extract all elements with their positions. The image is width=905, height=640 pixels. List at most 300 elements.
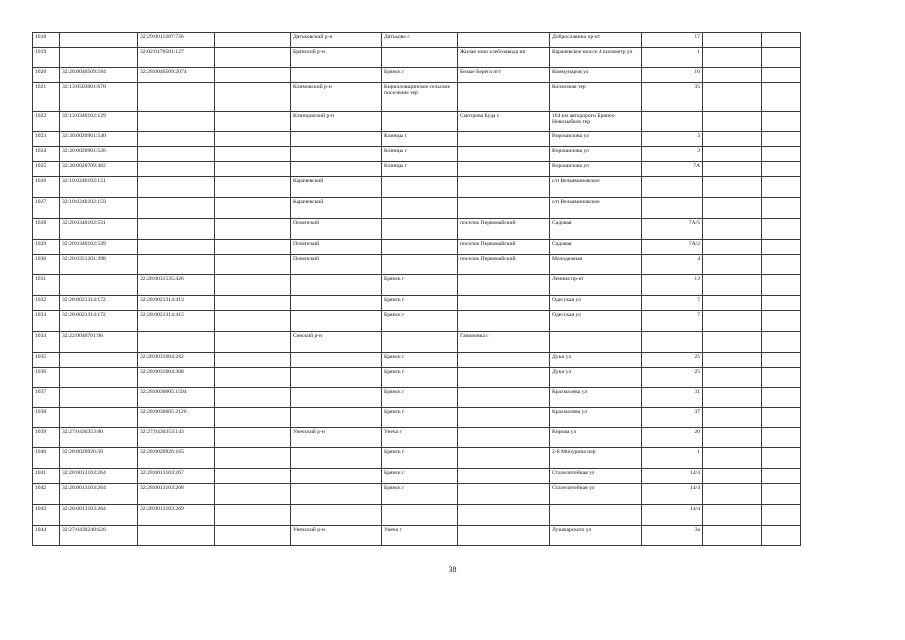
street-cell: Ленина пр-кт [550,275,642,296]
locality-cell: Гапоновка с [458,332,550,353]
locality-cell [458,448,550,469]
cadastral-number-object-cell [138,162,215,177]
street-cell: Луначарского ул [550,526,642,546]
street-cell: Сталелитейная ул [550,469,642,484]
settlement-cell: Дятьково г [382,33,458,48]
house-number-cell: 7А/5 [642,219,703,240]
cadastral-number-parcel-cell: 32:22:0040701:96 [60,332,138,353]
column-10-cell [703,147,762,162]
table-row [33,428,801,448]
table-row [33,33,801,48]
column-4-cell [215,484,291,505]
table-row [33,177,801,198]
house-number-cell [642,332,703,353]
table-row [33,255,801,275]
cadastral-number-parcel-cell [60,275,138,296]
cadastral-number-object-cell: 32:28:0013103:269 [138,505,215,526]
column-4-cell [215,33,291,48]
district-cell: Карачевский [291,198,382,219]
street-cell: Садовая [550,240,642,255]
district-cell [291,368,382,388]
table-row [33,219,801,240]
settlement-cell: Унеча г [382,428,458,448]
house-number-cell: 14/4 [642,469,703,484]
row-number-cell: 1039 [33,428,60,448]
column-11-cell [762,48,801,68]
column-4-cell [215,448,291,469]
column-11-cell [762,240,801,255]
street-cell: Коммунаров ул [550,68,642,83]
table-row [33,240,801,255]
street-cell: 164 км автодороги Брянск-Новозыбков тер [550,112,642,132]
table-row [33,275,801,296]
district-cell: Клинцовский р-н [291,112,382,132]
cadastral-number-parcel-cell [60,353,138,368]
table-row [33,83,801,112]
column-4-cell [215,275,291,296]
settlement-cell [382,198,458,219]
cadastral-number-parcel-cell: 32:30:0020709:482 [60,162,138,177]
settlement-cell: Унеча г [382,526,458,546]
district-cell: Севский р-н [291,332,382,353]
column-4-cell [215,132,291,147]
table-row [33,484,801,505]
row-number-cell: 1036 [33,368,60,388]
cadastral-number-object-cell: 32:28:0040509:2074 [138,68,215,83]
row-number-cell: 1035 [33,353,60,368]
cadastral-number-parcel-cell: 32:30:0020901:540 [60,132,138,147]
settlement-cell: Клинцы г [382,162,458,177]
column-10-cell [703,162,762,177]
row-number-cell: 1025 [33,162,60,177]
locality-cell: Смотрова Буда с [458,112,550,132]
settlement-cell: Брянск г [382,68,458,83]
column-11-cell [762,353,801,368]
column-4-cell [215,505,291,526]
street-cell: Ворошилова ул [550,132,642,147]
column-11-cell [762,428,801,448]
cadastral-number-parcel-cell: 32:28:0013103:264 [60,469,138,484]
column-11-cell [762,83,801,112]
row-number-cell: 1024 [33,147,60,162]
row-number-cell: 1028 [33,219,60,240]
street-cell: Карачевское шоссе 4 километр ул [550,48,642,68]
street-cell: Ворошилова ул [550,147,642,162]
column-11-cell [762,219,801,240]
street-cell: Колхозная тер [550,83,642,112]
house-number-cell: 14/4 [642,505,703,526]
house-number-cell: 25 [642,368,703,388]
cadastral-number-object-cell [138,332,215,353]
column-10-cell [703,255,762,275]
column-11-cell [762,147,801,162]
locality-cell [458,368,550,388]
settlement-cell: Брянск г [382,296,458,311]
registry-table [32,32,801,546]
street-cell: Крахмалева ул [550,408,642,428]
column-4-cell [215,428,291,448]
house-number-cell [642,112,703,132]
house-number-cell: 3 [642,132,703,147]
column-11-cell [762,526,801,546]
column-4-cell [215,83,291,112]
district-cell: Почепский [291,219,382,240]
column-4-cell [215,388,291,408]
district-cell [291,162,382,177]
house-number-cell: 37 [642,408,703,428]
row-number-cell: 1029 [33,240,60,255]
settlement-cell: Брянск г [382,275,458,296]
cadastral-number-parcel-cell: 32:13:0340102:129 [60,112,138,132]
column-10-cell [703,388,762,408]
district-cell [291,296,382,311]
cadastral-number-object-cell: 32:02:0170501:127 [138,48,215,68]
row-number-cell: 1019 [33,48,60,68]
cadastral-number-parcel-cell [60,33,138,48]
locality-cell [458,526,550,546]
district-cell [291,132,382,147]
column-4-cell [215,311,291,332]
settlement-cell: Брянск г [382,469,458,484]
column-10-cell [703,408,762,428]
row-number-cell: 1033 [33,311,60,332]
district-cell: Карачевский [291,177,382,198]
column-10-cell [703,132,762,147]
locality-cell: поселок Первомайский [458,219,550,240]
district-cell [291,388,382,408]
settlement-cell: Брянск г [382,408,458,428]
house-number-cell: 1 [642,448,703,469]
cadastral-number-parcel-cell: 32:27:0430353:80 [60,428,138,448]
cadastral-number-object-cell [138,147,215,162]
table-row [33,162,801,177]
row-number-cell: 1026 [33,177,60,198]
column-4-cell [215,368,291,388]
row-number-cell: 1031 [33,275,60,296]
street-cell: Доброславина пр-кт [550,33,642,48]
district-cell [291,68,382,83]
column-10-cell [703,448,762,469]
column-11-cell [762,448,801,469]
house-number-cell: 7А [642,162,703,177]
column-11-cell [762,368,801,388]
column-11-cell [762,255,801,275]
column-11-cell [762,332,801,353]
table-row [33,332,801,353]
settlement-cell [382,255,458,275]
column-11-cell [762,469,801,484]
table-row [33,368,801,388]
row-number-cell: 1044 [33,526,60,546]
table-row [33,112,801,132]
column-4-cell [215,147,291,162]
settlement-cell: Брянск г [382,353,458,368]
district-cell [291,408,382,428]
district-cell [291,311,382,332]
column-4-cell [215,526,291,546]
column-10-cell [703,353,762,368]
locality-cell [458,132,550,147]
column-11-cell [762,132,801,147]
district-cell: Унечский р-н [291,428,382,448]
settlement-cell [382,177,458,198]
column-11-cell [762,505,801,526]
district-cell: Дятьковский р-н [291,33,382,48]
row-number-cell: 1020 [33,68,60,83]
column-10-cell [703,296,762,311]
street-cell: Сталелитейная ул [550,484,642,505]
cadastral-number-object-cell [138,198,215,219]
row-number-cell: 1021 [33,83,60,112]
cadastral-number-parcel-cell: 32:10:0240102:159 [60,198,138,219]
district-cell [291,147,382,162]
cadastral-number-object-cell: 32:28:0030605:1594 [138,388,215,408]
locality-cell [458,296,550,311]
cadastral-number-parcel-cell: 32:30:0020901:526 [60,147,138,162]
table-body [33,33,801,546]
settlement-cell: Брянск г [382,368,458,388]
column-11-cell [762,311,801,332]
house-number-cell: 7А/2 [642,240,703,255]
settlement-cell: Брянск г [382,448,458,469]
cadastral-number-object-cell: 32:28:0021314:413 [138,296,215,311]
locality-cell [458,353,550,368]
column-10-cell [703,505,762,526]
locality-cell [458,147,550,162]
cadastral-number-object-cell [138,83,215,112]
cadastral-number-parcel-cell: 32:28:0021314:172 [60,296,138,311]
cadastral-number-object-cell: 32:28:0031604:282 [138,353,215,368]
house-number-cell: 4 [642,255,703,275]
district-cell [291,469,382,484]
district-cell [291,448,382,469]
district-cell [291,484,382,505]
house-number-cell [642,177,703,198]
table-row [33,408,801,428]
locality-cell [458,388,550,408]
settlement-cell [382,332,458,353]
district-cell [291,275,382,296]
column-10-cell [703,484,762,505]
locality-cell [458,275,550,296]
column-10-cell [703,83,762,112]
table-row [33,296,801,311]
locality-cell [458,33,550,48]
page-number: 38 [448,565,457,574]
cadastral-number-object-cell: 32:27:0430353:143 [138,428,215,448]
cadastral-number-parcel-cell: 32:10:0240102:151 [60,177,138,198]
column-11-cell [762,275,801,296]
column-4-cell [215,48,291,68]
column-10-cell [703,275,762,296]
locality-cell: Жилая зона хлебозавода нп [458,48,550,68]
settlement-cell: Клинцы г [382,132,458,147]
house-number-cell: 17 [642,33,703,48]
street-cell: Кирова ул [550,428,642,448]
row-number-cell: 1037 [33,388,60,408]
row-number-cell: 1040 [33,448,60,469]
cadastral-number-parcel-cell: 32:28:0013103:264 [60,484,138,505]
street-cell: Одесская ул [550,311,642,332]
table-row [33,448,801,469]
house-number-cell: 3а [642,526,703,546]
cadastral-number-parcel-cell: 32:27:0430248:626 [60,526,138,546]
settlement-cell [382,219,458,240]
table-row [33,353,801,368]
cadastral-number-object-cell: 32:28:0013103:268 [138,484,215,505]
column-10-cell [703,48,762,68]
cadastral-number-object-cell [138,132,215,147]
column-10-cell [703,368,762,388]
street-cell: с/п Вельяминовское [550,177,642,198]
cadastral-number-parcel-cell: 32:20:0340102:531 [60,219,138,240]
row-number-cell: 1027 [33,198,60,219]
settlement-cell [382,240,458,255]
column-10-cell [703,311,762,332]
cadastral-number-object-cell: 32:28:0021314:415 [138,311,215,332]
house-number-cell: 10 [642,68,703,83]
row-number-cell: 1043 [33,505,60,526]
street-cell: Садовая [550,219,642,240]
column-4-cell [215,219,291,240]
locality-cell [458,469,550,484]
house-number-cell: 35 [642,83,703,112]
row-number-cell: 1022 [33,112,60,132]
settlement-cell [382,48,458,68]
street-cell: 2-й Мичурина пер [550,448,642,469]
locality-cell [458,505,550,526]
cadastral-number-object-cell [138,219,215,240]
house-number-cell: 7 [642,296,703,311]
locality-cell [458,428,550,448]
cadastral-number-object-cell [138,112,215,132]
settlement-cell: Брянск г [382,484,458,505]
locality-cell [458,484,550,505]
column-10-cell [703,33,762,48]
column-10-cell [703,219,762,240]
district-cell: Унечский р-н [291,526,382,546]
house-number-cell: 1 [642,48,703,68]
settlement-cell: Клинцы г [382,147,458,162]
settlement-cell: Брянск г [382,311,458,332]
locality-cell [458,83,550,112]
column-4-cell [215,240,291,255]
row-number-cell: 1038 [33,408,60,428]
table-row [33,469,801,484]
column-11-cell [762,68,801,83]
locality-cell [458,311,550,332]
column-4-cell [215,112,291,132]
house-number-cell: 31 [642,388,703,408]
house-number-cell: 13 [642,275,703,296]
locality-cell: поселок Первомайский [458,255,550,275]
row-number-cell: 1042 [33,484,60,505]
locality-cell [458,177,550,198]
locality-cell: поселок Первомайский [458,240,550,255]
district-cell [291,353,382,368]
cadastral-number-parcel-cell: 32:20:0351201:398 [60,255,138,275]
district-cell: Почепский [291,240,382,255]
cadastral-number-object-cell [138,526,215,546]
table-row [33,505,801,526]
column-10-cell [703,332,762,353]
house-number-cell: 20 [642,428,703,448]
house-number-cell: 3 [642,147,703,162]
locality-cell: Белые Берега пгт [458,68,550,83]
street-cell: Дуки ул [550,368,642,388]
table-row [33,68,801,83]
house-number-cell: 14/4 [642,484,703,505]
cadastral-number-parcel-cell: 32:28:0021314:172 [60,311,138,332]
column-4-cell [215,198,291,219]
column-10-cell [703,177,762,198]
cadastral-number-parcel-cell: 32:20:0340102:539 [60,240,138,255]
column-4-cell [215,332,291,353]
column-10-cell [703,428,762,448]
house-number-cell: 7 [642,311,703,332]
table-row [33,526,801,546]
district-cell: Климовский р-н [291,83,382,112]
row-number-cell: 1030 [33,255,60,275]
settlement-cell: Кирилловщинское сельское поселение тер [382,83,458,112]
street-cell [550,332,642,353]
column-11-cell [762,388,801,408]
column-10-cell [703,240,762,255]
cadastral-number-object-cell: 32:28:0031604:308 [138,368,215,388]
cadastral-number-object-cell: 32:28:0030605:2126 [138,408,215,428]
table-row [33,48,801,68]
cadastral-number-parcel-cell [60,368,138,388]
cadastral-number-parcel-cell [60,408,138,428]
street-cell: Дуки ул [550,353,642,368]
column-10-cell [703,68,762,83]
column-4-cell [215,255,291,275]
column-10-cell [703,469,762,484]
cadastral-number-object-cell: 32:28:0031535:426 [138,275,215,296]
street-cell [550,505,642,526]
row-number-cell: 1023 [33,132,60,147]
column-10-cell [703,526,762,546]
column-11-cell [762,33,801,48]
settlement-cell: Брянск г [382,388,458,408]
column-4-cell [215,408,291,428]
cadastral-number-parcel-cell: 32:28:0020926:50 [60,448,138,469]
cadastral-number-object-cell: 32:28:0013103:267 [138,469,215,484]
street-cell: с/п Вельяминовское [550,198,642,219]
locality-cell [458,162,550,177]
settlement-cell [382,505,458,526]
street-cell: Молодежная [550,255,642,275]
settlement-cell [382,112,458,132]
table-row [33,147,801,162]
cadastral-number-parcel-cell: 32:28:0013103:264 [60,505,138,526]
locality-cell [458,198,550,219]
district-cell [291,505,382,526]
row-number-cell: 1018 [33,33,60,48]
cadastral-number-parcel-cell: 32:28:0040509:584 [60,68,138,83]
row-number-cell: 1032 [33,296,60,311]
column-4-cell [215,469,291,484]
street-cell: Крахмалева ул [550,388,642,408]
cadastral-number-parcel-cell: 32:13:0503001:670 [60,83,138,112]
row-number-cell: 1041 [33,469,60,484]
cadastral-number-object-cell: 32:29:0011207:736 [138,33,215,48]
column-10-cell [703,198,762,219]
column-4-cell [215,162,291,177]
cadastral-number-object-cell [138,255,215,275]
column-11-cell [762,162,801,177]
column-11-cell [762,484,801,505]
